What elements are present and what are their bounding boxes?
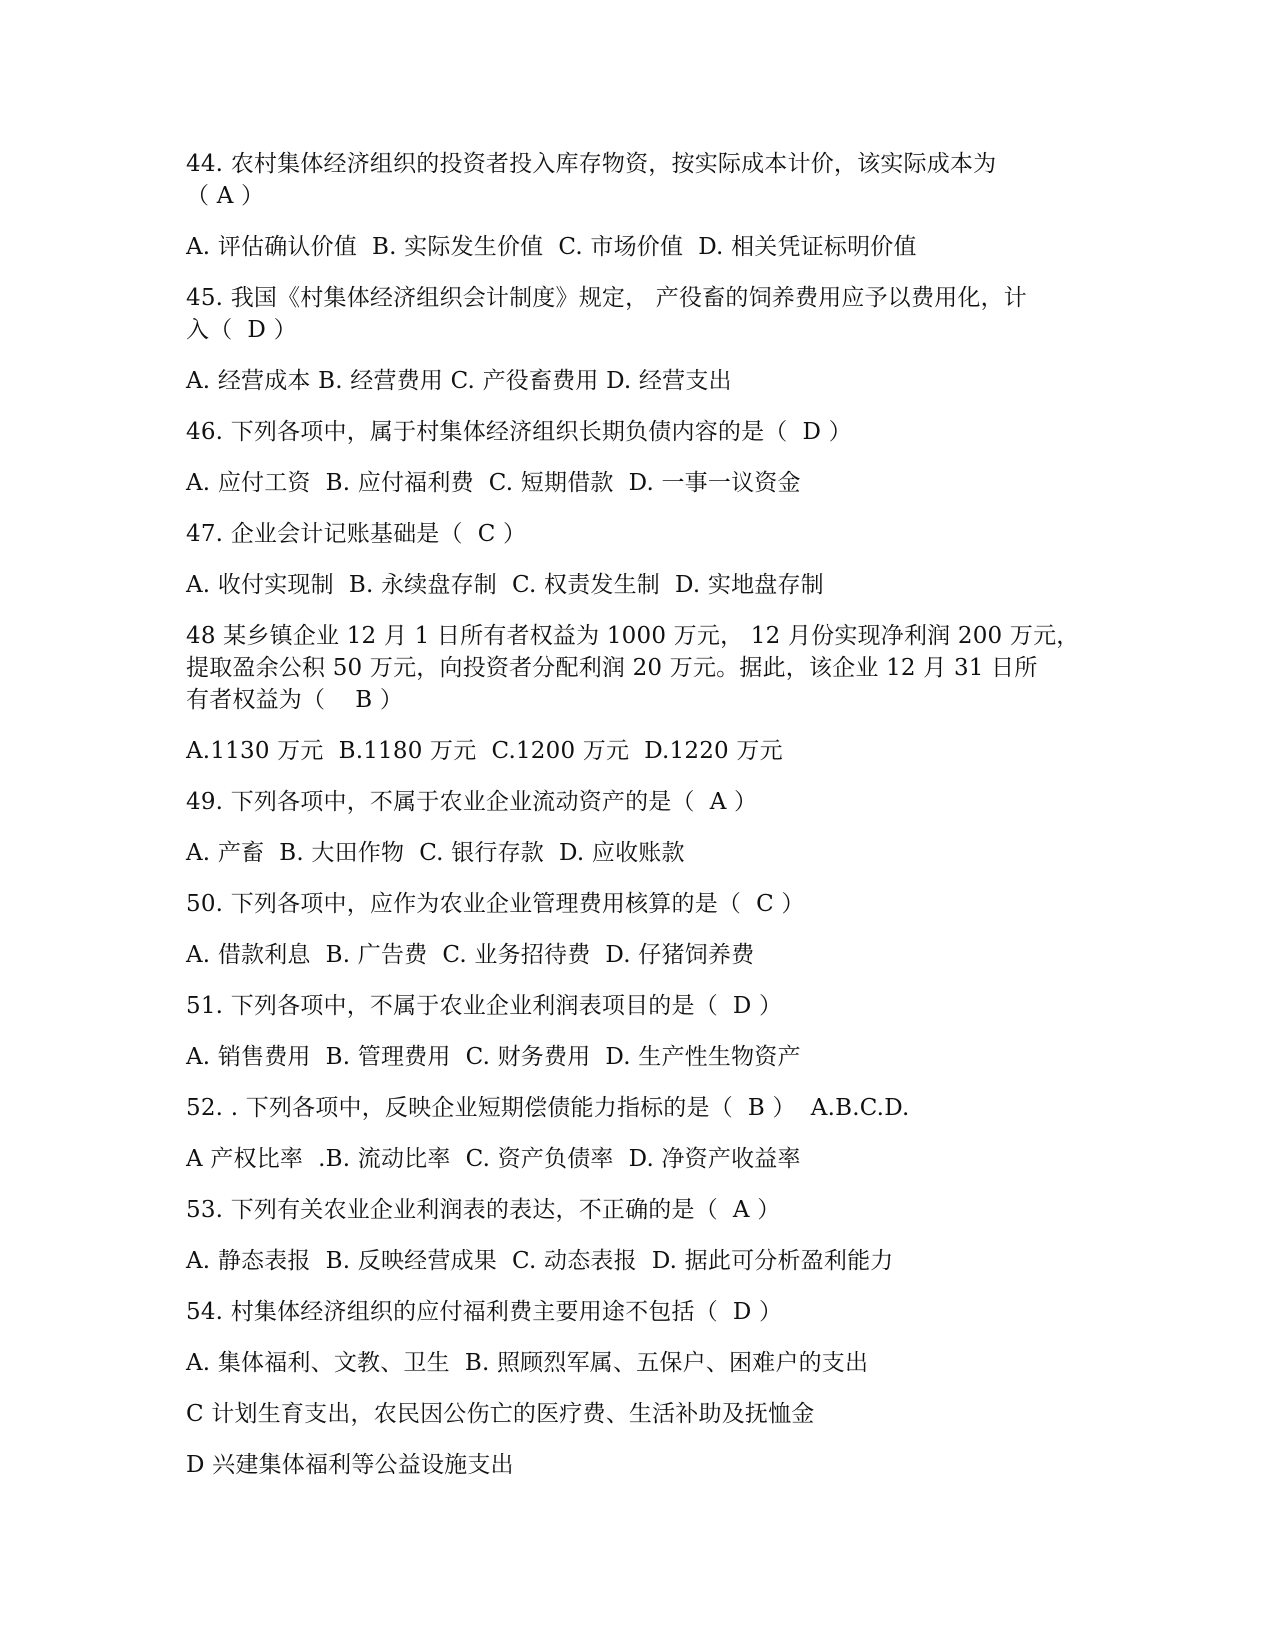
question-52 (186, 1092, 1106, 1124)
question-text: 入（ D ） (186, 317, 297, 343)
question-53 (186, 1194, 1106, 1226)
answer-options: A. 借款利息 B. 广告费 C. 业务招待费 D. 仔猪饲养费 (186, 942, 755, 968)
question-text: 46. 下列各项中，属于村集体经济组织长期负债内容的是（ D ） (186, 419, 852, 445)
question-text: 54. 村集体经济组织的应付福利费主要用途不包括（ D ） (186, 1299, 783, 1325)
question-list (186, 148, 1106, 1481)
question-text: 44. 农村集体经济组织的投资者投入库存物资，按实际成本计价，该实际成本为 (186, 151, 997, 177)
question-45 (186, 282, 1106, 346)
answer-options: A. 评估确认价值 B. 实际发生价值 C. 市场价值 D. 相关凭证标明价值 (186, 234, 917, 260)
question-text: 有者权益为（ B ） (186, 687, 404, 713)
question-50 (186, 888, 1106, 920)
answer-options: A. 销售费用 B. 管理费用 C. 财务费用 D. 生产性生物资产 (186, 1044, 801, 1070)
question-48 (186, 620, 1106, 716)
answer-option-d: D 兴建集体福利等公益设施支出 (186, 1452, 514, 1478)
question-49 (186, 786, 1106, 818)
question-text: （ A ） (186, 183, 265, 209)
question-text: 提取盈余公积 50 万元，向投资者分配利润 20 万元。据此，该企业 12 月 31 日所 (186, 655, 1038, 681)
answer-options: A. 应付工资 B. 应付福利费 C. 短期借款 D. 一事一议资金 (186, 470, 801, 496)
question-text: 47. 企业会计记账基础是（ C ） (186, 521, 527, 547)
answer-option-c: C 计划生育支出，农民因公伤亡的医疗费、生活补助及抚恤金 (186, 1401, 815, 1427)
question-text: 52. . 下列各项中，反映企业短期偿债能力指标的是（ B ） A.B.C.D. (186, 1095, 910, 1121)
question-text: 48 某乡镇企业 12 月 1 日所有者权益为 1000 万元， 12 月份实现净利润 200 万元， (186, 623, 1080, 649)
question-54 (186, 1296, 1106, 1328)
answer-options: A.1130 万元 B.1180 万元 C.1200 万元 D.1220 万元 (186, 738, 783, 764)
question-51 (186, 990, 1106, 1022)
answer-options: A 产权比率 .B. 流动比率 C. 资产负债率 D. 净资产收益率 (186, 1146, 801, 1172)
answer-options: A. 经营成本 B. 经营费用 C. 产役畜费用 D. 经营支出 (186, 368, 732, 394)
answer-options: A. 静态表报 B. 反映经营成果 C. 动态表报 D. 据此可分析盈利能力 (186, 1248, 894, 1274)
question-46 (186, 416, 1106, 448)
answer-options: A. 收付实现制 B. 永续盘存制 C. 权责发生制 D. 实地盘存制 (186, 572, 824, 598)
question-text: 50. 下列各项中，应作为农业企业管理费用核算的是（ C ） (186, 891, 805, 917)
question-47 (186, 518, 1106, 550)
answer-options: A. 集体福利、文教、卫生 B. 照顾烈军属、五保户、困难户的支出 (186, 1350, 869, 1376)
answer-options: A. 产畜 B. 大田作物 C. 银行存款 D. 应收账款 (186, 840, 685, 866)
question-text: 49. 下列各项中，不属于农业企业流动资产的是（ A ） (186, 789, 758, 815)
question-44 (186, 148, 1106, 212)
question-text: 51. 下列各项中，不属于农业企业利润表项目的是（ D ） (186, 993, 783, 1019)
question-text: 45. 我国《村集体经济组织会计制度》规定， 产役畜的饲养费用应予以费用化，计 (186, 285, 1027, 311)
question-text: 53. 下列有关农业企业利润表的表达，不正确的是（ A ） (186, 1197, 781, 1223)
